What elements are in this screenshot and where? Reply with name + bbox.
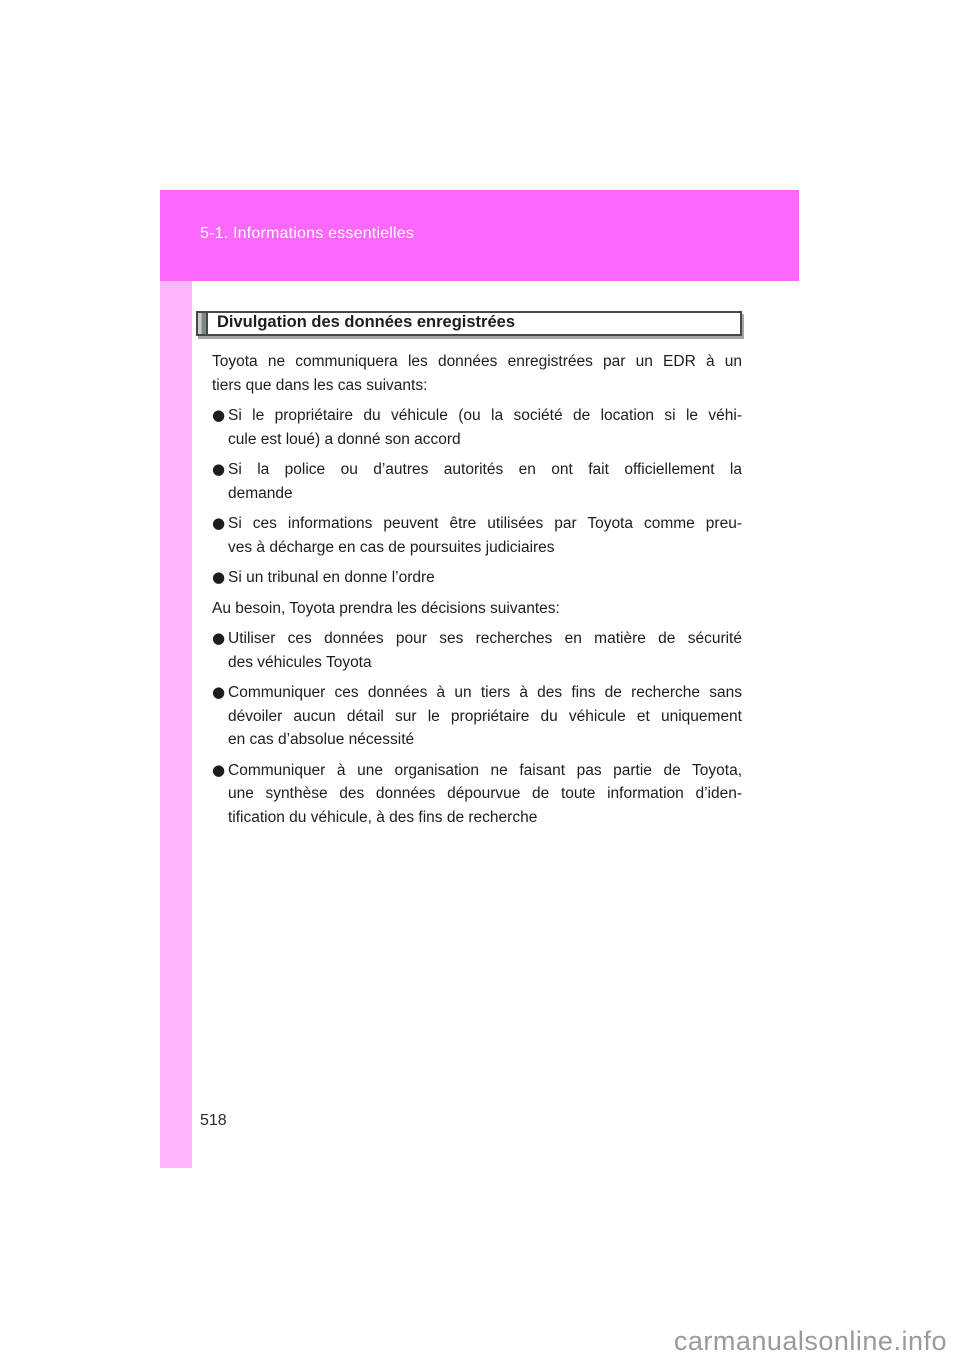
body-content: [212, 350, 742, 829]
text-line: Si ces informations peuvent être utilisées par Toyota comme preu-: [228, 515, 742, 532]
bullet-item: [212, 627, 742, 674]
bullet-item: [212, 681, 742, 752]
text-line: Utiliser ces données pour ses recherches en matière de sécurité: [228, 630, 742, 647]
text-line: Communiquer à une organisation ne faisant pas partie de Toyota,: [228, 761, 742, 779]
bullet-item: [212, 512, 742, 559]
bullet-icon: ●: [212, 514, 226, 532]
bullet-icon: ●: [212, 406, 226, 424]
breadcrumb: 5-1. Informations essentielles: [200, 224, 415, 242]
section-header-band: [160, 190, 799, 281]
bullet-icon: ●: [212, 568, 226, 586]
text-line: Si un tribunal en donne l’ordre: [228, 569, 435, 586]
text-line: en cas d’absolue nécessité: [228, 731, 415, 748]
title-accent-bar: [198, 313, 208, 334]
text-line: Si le propriétaire du véhicule (ou la société de location si le véhi-: [228, 407, 742, 424]
paragraph: [212, 597, 742, 621]
text-line: Toyota ne communiquera les données enregistrées par un EDR à un: [212, 353, 742, 370]
section-title: Divulgation des données enregistrées: [217, 313, 515, 331]
page-number: 518: [200, 1112, 227, 1129]
bullet-item: [212, 759, 742, 830]
left-margin-stripe: [160, 281, 192, 1168]
bullet-icon: ●: [212, 460, 226, 478]
text-line: Au besoin, Toyota prendra les décisions suivantes:: [212, 599, 560, 617]
bullet-item: [212, 458, 742, 505]
bullet-icon: ●: [212, 683, 226, 701]
text-line: une synthèse des données dépourvue de toute information d’iden-: [228, 785, 742, 802]
text-line: dévoiler aucun détail sur le propriétaire du véhicule et uniquement: [228, 707, 742, 725]
bullet-icon: ●: [212, 629, 226, 647]
text-line: ves à décharge en cas de poursuites judiciaires: [228, 538, 555, 556]
text-line: demande: [228, 484, 293, 502]
bullet-icon: ●: [212, 760, 226, 779]
text-line: cule est loué) a donné son accord: [228, 430, 461, 448]
text-line: tiers que dans les cas suivants:: [212, 376, 428, 394]
text-line: Si la police ou d’autres autorités en ont fait officiellement la: [228, 461, 742, 478]
text-line: Communiquer ces données à un tiers à des fins de recherche sans: [228, 684, 742, 701]
paragraph: [212, 350, 742, 397]
watermark-text: carmanualsonline.info: [673, 1326, 947, 1356]
bullet-item: [212, 566, 742, 590]
bullet-item: [212, 404, 742, 451]
text-line: des véhicules Toyota: [228, 653, 372, 671]
section-title-box: [196, 311, 742, 336]
text-line: tification du véhicule, à des fins de recherche: [228, 808, 538, 826]
